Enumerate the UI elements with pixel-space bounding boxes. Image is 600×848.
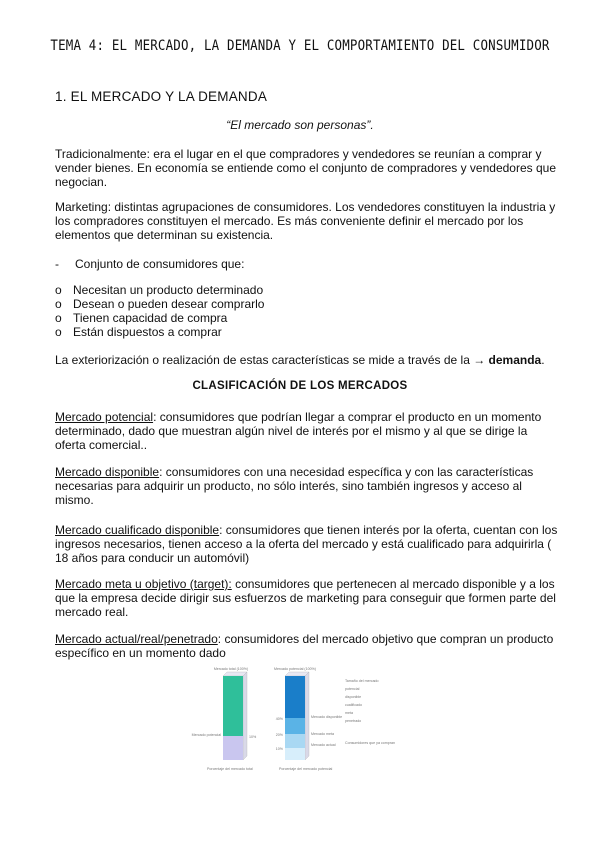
bar2-segment-light <box>285 734 305 748</box>
legend-line: potencial <box>345 687 360 691</box>
market-term: Mercado potencial <box>55 410 154 424</box>
list-item <box>55 283 263 297</box>
bar2-pct: 20% <box>275 733 283 737</box>
list-item <box>55 297 264 311</box>
demand-sentence: La exteriorización o realización de estas características se mide a través de la → demanda. <box>55 353 545 367</box>
legend-line: penetrado <box>345 719 362 723</box>
paragraph-traditional: Tradicionalmente: era el lugar en el que compradores y vendedores se reunían a comprar y vender bienes. En economía se entiende como el conjunto de compradores y vendedores que negocian. <box>55 147 556 189</box>
market-definition: Mercado actual/real/penetrado: consumidores del mercado objetivo que compran un producto específico en un momento dado <box>55 632 554 660</box>
list-bullet: o <box>55 283 62 297</box>
list-bullet: o <box>55 325 62 339</box>
bar2-side <box>305 672 309 760</box>
list-item-text: Necesitan un producto determinado <box>73 283 264 297</box>
dash-list-item <box>55 257 244 271</box>
bar2-segment-dark <box>285 676 305 718</box>
market-term: Mercado actual/real/penetrado <box>55 632 218 646</box>
page-title: TEMA 4: EL MERCADO, LA DEMANDA Y EL COMPORTAMIENTO DEL CONSUMIDOR <box>50 38 550 54</box>
note-left: Porcentaje del mercado total <box>207 767 253 771</box>
legend-line: cualificado <box>345 703 362 707</box>
market-term: Mercado meta u objetivo (target): <box>55 577 232 591</box>
bar2-segment-label: Mercado disponible <box>311 715 343 719</box>
note-mid: Porcentaje del mercado potencial <box>279 767 333 771</box>
list-item-text: Desean o pueden desear comprarlo <box>73 297 265 311</box>
market-definition: Mercado disponible: consumidores con una necesidad específica y con las características necesarias para adquirir un producto, no sólo interés, sino también ingresos y acceso al mismo. <box>55 465 534 507</box>
market-definition: Mercado cualificado disponible: consumidores que tienen interés por la oferta, cuentan con los ingresos necesarios, tienen acceso a la oferta del mercado y está cualificado para adquirirla ( 18 años para conducir un automóvil) <box>55 523 558 565</box>
bar2-segment-label: Mercado actual <box>311 743 336 747</box>
bar2-pct: 40% <box>275 717 283 721</box>
note-right: Consumidores que ya compran <box>345 741 395 745</box>
bar1-side <box>243 672 247 760</box>
section-heading: 1. EL MERCADO Y LA DEMANDA <box>55 89 268 104</box>
list-item <box>55 325 222 339</box>
legend-line: Tamaño del mercado <box>345 679 379 683</box>
market-levels-figure <box>191 658 425 798</box>
bar2-segment-mid <box>285 718 305 734</box>
market-term: Mercado disponible <box>55 465 160 479</box>
list-bullet: - <box>55 257 59 271</box>
list-item-text: Tienen capacidad de compra <box>73 311 228 325</box>
market-definition: Mercado potencial: consumidores que podrían llegar a comprar el producto en un momento determinado, dado que muestran algún nivel de interés por el mismo y al que se dirige la oferta comercial.. <box>55 410 542 452</box>
quote: “El mercado son personas”. <box>226 118 374 132</box>
classification-heading: CLASIFICACIÓN DE LOS MERCADOS <box>192 380 408 392</box>
list-item-text: Conjunto de consumidores que: <box>75 257 245 271</box>
demand-term: demanda <box>488 353 542 367</box>
bar2-pct: 10% <box>275 747 283 751</box>
bar2-segment-pale <box>285 748 305 760</box>
paragraph-marketing: Marketing: distintas agrupaciones de consumidores. Los vendedores constituyen la industria y los compradores constituyen el mercado. Es más conveniente definir el mercado por los elementos que determinan su existencia. <box>55 200 556 242</box>
market-definition: Mercado meta u objetivo (target): consumidores que pertenecen al mercado disponible y a los que la empresa decide dirigir sus esfuerzos de marketing para conseguir que formen parte del mercado real. <box>55 577 556 619</box>
list-bullet: o <box>55 297 62 311</box>
bar1-segment-label: Mercado potencial <box>191 733 221 737</box>
market-term: Mercado cualificado disponible <box>55 523 220 537</box>
list-bullet: o <box>55 311 62 325</box>
bar1-label: Mercado total (100%) <box>213 667 249 671</box>
bar2-segment-label: Mercado meta <box>311 732 334 736</box>
legend-line: meta <box>345 711 353 715</box>
bar1-segment-teal <box>223 676 243 736</box>
list-item <box>55 311 227 325</box>
legend-line: disponible <box>345 695 362 699</box>
bar1-segment-potential <box>223 736 243 760</box>
list-item-text: Están dispuestos a comprar <box>73 325 222 339</box>
bar1-pct: 10% <box>249 735 257 739</box>
bar2-label: Mercado potencial (100%) <box>274 667 316 671</box>
